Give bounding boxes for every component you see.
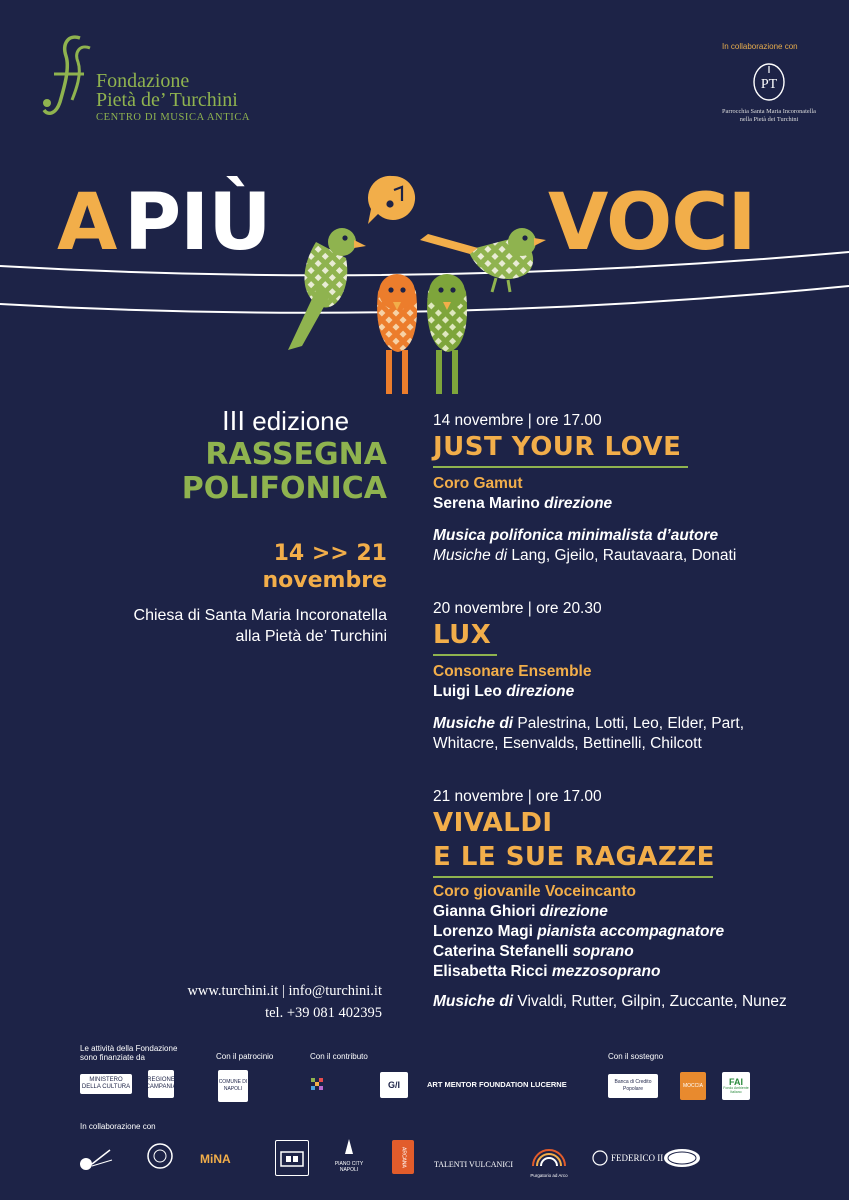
green-bird-icon bbox=[427, 274, 467, 394]
venue-line2: alla Pietà de’ Turchini bbox=[235, 628, 387, 645]
piano-city-icon bbox=[343, 1138, 355, 1156]
event-2 bbox=[433, 600, 793, 754]
gi-logo-icon: G/I bbox=[380, 1072, 408, 1098]
teatro-logo-icon bbox=[275, 1140, 309, 1176]
event-title: JUST YOUR LOVE bbox=[433, 432, 682, 462]
date-month: novembre bbox=[262, 568, 387, 593]
title-rule bbox=[433, 654, 497, 656]
comune-napoli-logo: COMUNE DI NAPOLI bbox=[218, 1070, 248, 1102]
event-title-line2: E LE SUE RAGAZZE bbox=[433, 842, 715, 872]
event-date: 20 novembre | ore 20.30 bbox=[433, 600, 602, 617]
event-person: Lorenzo Magi pianista accompagnatore bbox=[433, 922, 725, 940]
title-a: A bbox=[57, 178, 117, 268]
wire-upper bbox=[0, 252, 849, 275]
contribution-mosaic-icon bbox=[311, 1077, 323, 1089]
foundation-subtitle: CENTRO DI MUSICA ANTICA bbox=[96, 112, 251, 123]
piano-city-logo: PIANO CITY NAPOLI bbox=[334, 1138, 364, 1178]
event-group: Consonare Ensemble bbox=[433, 662, 592, 680]
wire-lower bbox=[0, 286, 849, 313]
arcana-logo: ARCANA bbox=[392, 1140, 414, 1174]
fai-logo: FAI Fondo Ambiente Italiano bbox=[722, 1072, 750, 1100]
parish-line1: Parrocchia Santa Maria Incoronatella bbox=[722, 108, 816, 115]
edition-number: III bbox=[222, 407, 246, 437]
parish-seal-letters: PT bbox=[760, 77, 778, 92]
funded-label: Le attività della Fondazione sono finanziate da bbox=[80, 1044, 178, 1062]
foundation-name bbox=[96, 72, 238, 110]
regione-campania-logo: REGIONE CAMPANIA bbox=[148, 1070, 174, 1098]
title-voci: VOCI bbox=[548, 178, 756, 268]
collaboration-label: In collaborazione con bbox=[722, 42, 798, 51]
purgatorio-arc-icon bbox=[527, 1138, 571, 1168]
support-label: Con il sostegno bbox=[608, 1052, 664, 1061]
event-person: Serena Marino direzione bbox=[433, 494, 613, 512]
federico-seal-icon bbox=[592, 1150, 608, 1166]
email-link[interactable]: info@turchini.it bbox=[288, 983, 382, 999]
series-line2: POLIFONICA bbox=[181, 471, 387, 506]
phone-number: tel. +39 081 402395 bbox=[265, 1005, 382, 1021]
title-rule bbox=[433, 466, 688, 468]
patronage-label: Con il patrocinio bbox=[216, 1052, 274, 1061]
event-title: LUX bbox=[433, 620, 492, 650]
parish-name bbox=[712, 108, 826, 124]
foundation-name-line2: Pietà de’ Turchini bbox=[96, 89, 238, 111]
orange-bird-icon bbox=[377, 274, 417, 394]
edition bbox=[222, 406, 349, 437]
edition-word: edizione bbox=[252, 406, 350, 436]
talenti-vulcanici-logo: TALENTI VULCANICI bbox=[434, 1160, 513, 1169]
venue-line1: Chiesa di Santa Maria Incoronatella bbox=[133, 607, 387, 624]
event-3 bbox=[433, 788, 793, 1012]
collab-logo-1-icon bbox=[76, 1146, 114, 1176]
parish-seal-icon bbox=[752, 62, 786, 102]
venue bbox=[134, 605, 387, 647]
website-link[interactable]: www.turchini.it bbox=[187, 983, 279, 999]
contacts bbox=[187, 980, 382, 1024]
event-person: Gianna Ghiori direzione bbox=[433, 902, 608, 920]
foundation-logo-icon bbox=[40, 30, 98, 122]
series-line1: RASSEGNA bbox=[205, 437, 387, 472]
event-1 bbox=[433, 412, 793, 566]
title-rule bbox=[433, 876, 713, 878]
event-repertoire: Musiche di Vivaldi, Rutter, Gilpin, Zuccante, Nunez bbox=[433, 992, 787, 1010]
foundation-name-line1: Fondazione bbox=[96, 70, 190, 92]
event-group: Coro Gamut bbox=[433, 474, 523, 492]
event-person: Caterina Stefanelli soprano bbox=[433, 942, 634, 960]
contacts-separator: | bbox=[281, 983, 285, 999]
festival-dates bbox=[263, 540, 387, 594]
event-group: Coro giovanile Voceincanto bbox=[433, 882, 636, 900]
series-title bbox=[182, 438, 387, 506]
parish-line2: nella Pietà dei Turchini bbox=[739, 116, 799, 123]
ministero-cultura-logo: MINISTERO DELLA CULTURA bbox=[80, 1074, 132, 1094]
event-person: Luigi Leo direzione bbox=[433, 682, 575, 700]
title-piu: PIÙ bbox=[124, 178, 271, 268]
collaboration-bottom-label: In collaborazione con bbox=[80, 1122, 156, 1131]
collab-seal-icon bbox=[146, 1142, 174, 1170]
contribution-label: Con il contributo bbox=[310, 1052, 368, 1061]
birds-illustration bbox=[0, 168, 849, 400]
moccia-logo: MOCCIA bbox=[680, 1072, 706, 1100]
art-mentor-logo: ART MENTOR FOUNDATION LUCERNE bbox=[427, 1080, 567, 1089]
mina-logo: MiNA bbox=[200, 1152, 231, 1166]
event-title-line1: VIVALDI bbox=[433, 808, 553, 838]
purgatorio-logo: Purgatorio ad Arco bbox=[527, 1138, 571, 1178]
collab-oval-logo-icon bbox=[662, 1147, 702, 1169]
date-range: 14 >> 21 bbox=[273, 541, 387, 566]
banca-credito-popolare-logo: Banca di Credito Popolare bbox=[608, 1074, 658, 1098]
event-date: 21 novembre | ore 17.00 bbox=[433, 788, 602, 805]
event-repertoire: Musiche di Palestrina, Lotti, Leo, Elder, Part, Whitacre, Esenvalds, Bettinelli, Chilcott bbox=[433, 714, 745, 752]
music-note-bubble-icon bbox=[368, 176, 415, 224]
left-bird-icon bbox=[288, 228, 366, 350]
event-person: Elisabetta Ricci mezzosoprano bbox=[433, 962, 661, 980]
event-repertoire: Musica polifonica minimalista d’autore Musiche di Lang, Gjeilo, Rautavaara, Donati bbox=[433, 526, 737, 564]
event-date: 14 novembre | ore 17.00 bbox=[433, 412, 602, 429]
federico-ii-logo: FEDERICO II bbox=[592, 1150, 663, 1166]
